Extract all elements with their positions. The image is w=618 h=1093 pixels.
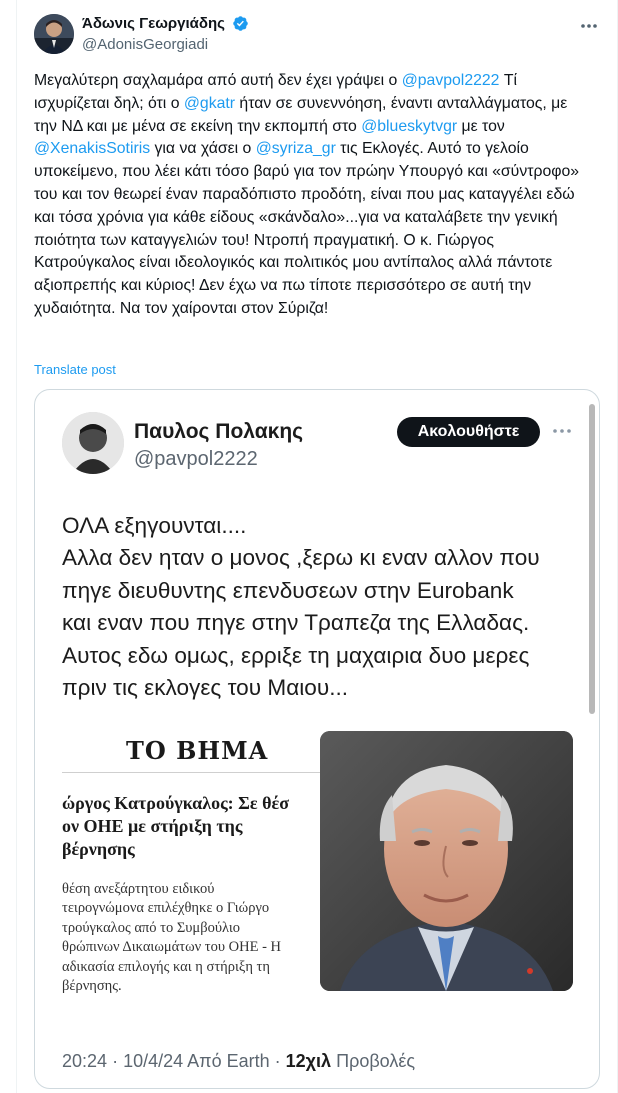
embedded-text-line: ΟΛΑ εξηγουνται.... bbox=[62, 513, 247, 538]
embedded-author-avatar bbox=[62, 412, 124, 474]
mention-link[interactable]: @gkatr bbox=[183, 94, 236, 112]
views-label: Προβολές bbox=[336, 1051, 416, 1071]
tweet-text-segment: Μεγαλύτερη σαχλαμάρα από αυτή δεν έχει γράψει ο bbox=[34, 72, 402, 89]
author-display-name[interactable]: Άδωνις Γεωργιάδης bbox=[82, 15, 225, 33]
tweet-header bbox=[34, 14, 604, 58]
post-time: 20:24 bbox=[62, 1051, 108, 1071]
mention-link[interactable]: @blueskytvgr bbox=[361, 117, 458, 135]
embedded-post-meta bbox=[62, 1051, 415, 1072]
embedded-author-handle: @pavpol2222 bbox=[134, 448, 258, 470]
news-subtext bbox=[62, 880, 320, 996]
newspaper-name: ΤΟ ΒΗΜΑ bbox=[126, 736, 269, 765]
headline-line: βέρνησης bbox=[62, 839, 135, 859]
news-photo bbox=[320, 731, 573, 991]
news-article-clip bbox=[62, 730, 320, 1000]
headline-line: ώργος Κατρούγκαλος: Σε θέσ bbox=[62, 793, 289, 813]
translate-post-link[interactable]: Translate post bbox=[34, 362, 116, 377]
embedded-author-name: Παυλος Πολακης bbox=[134, 420, 304, 443]
embedded-text-line: πριν τις εκλογες του Μαιου... bbox=[62, 675, 349, 701]
embedded-more-icon bbox=[552, 426, 572, 436]
subtext-line: τειρογνώμονα επιλέχθηκε ο Γιώργο bbox=[62, 900, 270, 917]
headline-line: ον ΟΗΕ με στήριξη της bbox=[62, 816, 243, 836]
mention-link[interactable]: @XenakisSotiris bbox=[34, 140, 151, 158]
author-names bbox=[82, 15, 249, 53]
embedded-text-line: Αλλα δεν ηταν ο μονος ,ξερω κι εναν αλλον που bbox=[62, 545, 540, 571]
post-source: Από Earth bbox=[187, 1051, 270, 1071]
mention-link[interactable]: @pavpol2222 bbox=[401, 72, 500, 89]
views-count: 12χιλ bbox=[285, 1051, 332, 1071]
tweet-text-segment: ήταν σε συνεννόηση, έναντι ανταλλάγματος, με την ΝΔ και με μένα σε εκείνη την εκπομπή στο bbox=[34, 94, 568, 135]
meta-separator: · bbox=[274, 1051, 281, 1071]
tweet-text-segment: τις Εκλογές. Αυτό το γελοίο υποκείμενο, που λέει κάτι τόσο βαρύ για τον πρώην Υπουργό και «σύντροφο» του και τον θεωρεί έναν παραδόπιστο προδότη, είναι που μας καταγγέλει εδώ και τόσα χρόνια για κάθε είδους «σκάνδαλο»...για να καταλάβετε την γενική ποιότητα των καταγγελιών του! Ντροπή πραγματική. Ο κ. Γιώργος Κατρούγκαλος είναι ιδεολογικός και πολιτικός μου αντίπαλος αλλά πάντοτε αξιοπρεπής και κύριος! Δεν έχω να πω τίποτε περισσότερο σε αυτή την χυδαιότητα. Να τον χαίρονται στον Σύριζα! bbox=[34, 140, 580, 317]
subtext-line: θέση ανεξάρτητου ειδικού bbox=[62, 881, 215, 897]
follow-button: Ακολουθήστε bbox=[397, 417, 540, 447]
tweet-text-segment: για να χάσει ο bbox=[150, 140, 256, 158]
tweet-text-segment: Τί ισχυρίζεται δηλ; ότι ο bbox=[34, 72, 518, 112]
news-headline bbox=[62, 792, 320, 861]
embedded-text-line: πηγε διευθυντης επενδυσεων στην Eurobank bbox=[62, 577, 514, 603]
subtext-line: αδικασία επιλογής και η στήριξη τη bbox=[62, 958, 270, 975]
embedded-post-text bbox=[62, 510, 592, 704]
tweet-text bbox=[34, 70, 594, 321]
embedded-screenshot[interactable] bbox=[34, 389, 600, 1089]
tweet-text-segment: με τον bbox=[457, 117, 505, 135]
more-horizontal-icon[interactable] bbox=[578, 16, 600, 36]
author-handle[interactable]: @AdonisGeorgiadi bbox=[82, 36, 209, 53]
post-date: 10/4/24 bbox=[123, 1051, 184, 1071]
subtext-line: τρούγκαλος από το Συμβούλιο bbox=[62, 919, 241, 936]
subtext-line: βέρνησης. bbox=[62, 978, 122, 995]
author-avatar[interactable] bbox=[34, 14, 74, 54]
embedded-text-line: και εναν που πηγε στην Τραπεζα της Ελλαδας. bbox=[62, 610, 530, 636]
subtext-line: θρώπινων Δικαιωμάτων του ΟΗΕ - Η bbox=[62, 939, 282, 956]
mention-link[interactable]: @syriza_gr bbox=[255, 140, 336, 158]
embedded-text-line: Αυτος εδω ομως, ερριξε τη μαχαιρια δυο μερες bbox=[62, 642, 530, 668]
verified-badge-icon[interactable] bbox=[232, 15, 249, 32]
divider bbox=[62, 772, 320, 773]
meta-separator: · bbox=[112, 1051, 119, 1071]
